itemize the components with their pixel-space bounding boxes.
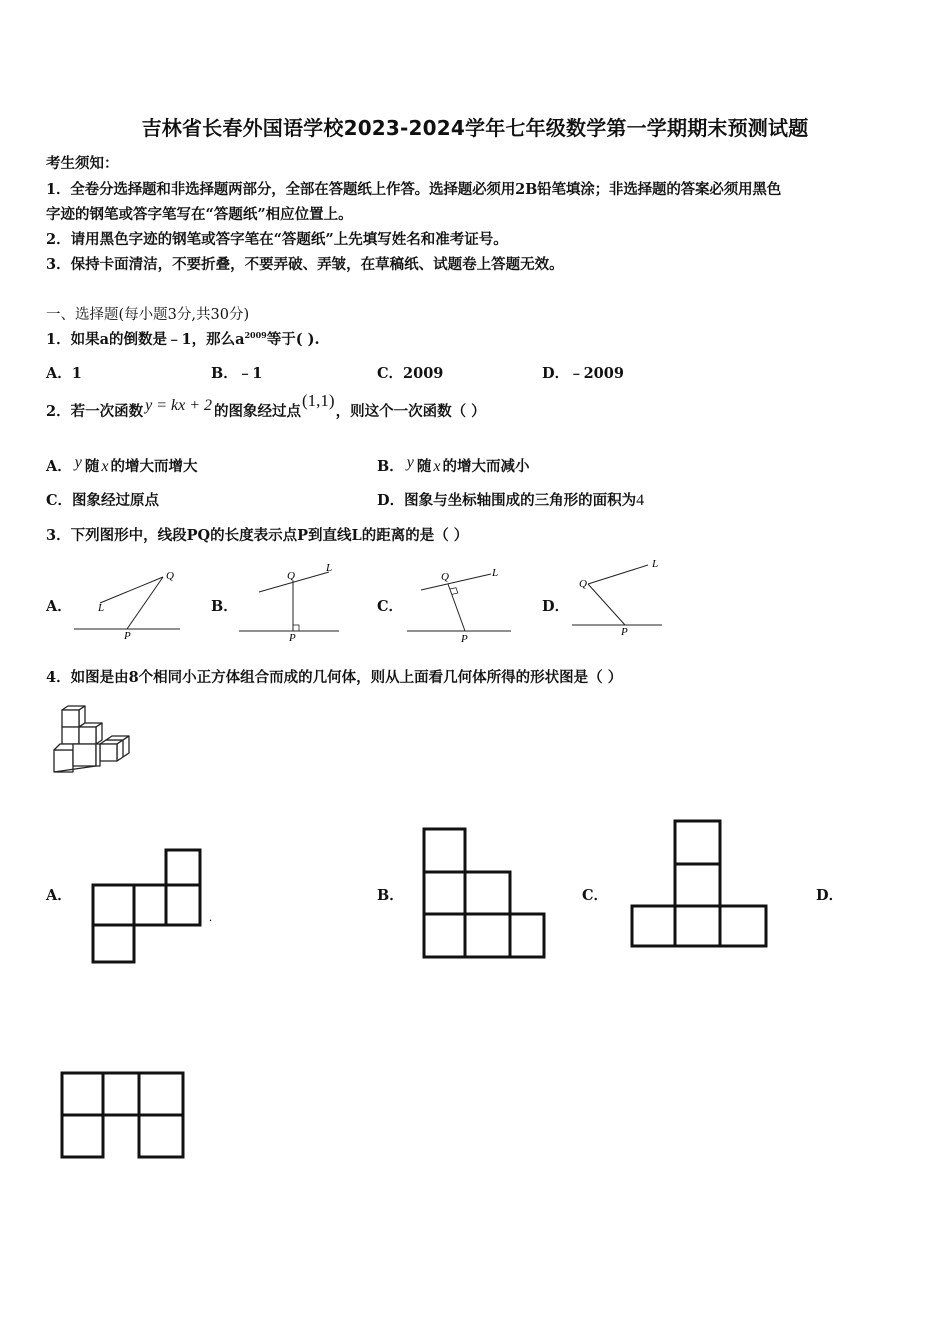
segment-pq <box>448 584 465 631</box>
section-heading: 一、选择题(每小题3分,共30分) <box>46 307 250 323</box>
q3-option-d[interactable]: D． <box>542 598 570 615</box>
q2-d-text: D．图象与坐标轴围成的三角形的面积为 <box>377 492 637 509</box>
q4-solid-figure <box>50 704 135 779</box>
notice-heading: 考生须知： <box>46 155 119 172</box>
question-4-stem: 4．如图是由8个相同小正方体组合而成的几何体，则从上面看几何体所得的形状图是（ ） <box>46 669 623 686</box>
q4-shape-d <box>59 1070 189 1162</box>
label-p: P <box>621 626 628 638</box>
question-1-stem <box>46 328 320 349</box>
q4-shape-c <box>629 818 771 952</box>
segment-pq <box>588 584 625 625</box>
q2-a-prefix: A． <box>46 458 72 475</box>
q4-option-d[interactable]: D． <box>816 887 844 904</box>
q3-figure-d <box>568 556 673 641</box>
label-p: P <box>461 633 468 645</box>
q2-a-mid: 随 <box>84 458 100 475</box>
notice-line-3: 3．保持卡面清洁，不要折叠，不要弄破、弄皱，在草稿纸、试题卷上答题无效。 <box>46 256 564 273</box>
notice-line-2: 2．请用黑色字迹的钢笔或答字笔在“答题纸”上先填写姓名和准考证号。 <box>46 231 508 248</box>
q4-option-a[interactable]: A． <box>46 887 72 904</box>
right-angle-mark <box>293 625 299 631</box>
label-q: Q <box>441 571 449 583</box>
line-l <box>588 565 648 584</box>
q4-option-b[interactable]: B． <box>377 887 404 904</box>
q3-figure-b <box>235 560 350 645</box>
label-q: Q <box>579 578 587 590</box>
q4-shape-a <box>90 847 220 967</box>
q2-d-number: 4 <box>636 492 645 509</box>
q3-figure-a <box>70 565 185 645</box>
q4-option-c[interactable]: C． <box>582 887 609 904</box>
q2-function: y = kx + 2 <box>145 397 212 414</box>
q1-stem-b: 等于( ). <box>266 331 320 348</box>
q3-option-b[interactable]: B． <box>211 598 238 615</box>
q2-a-var-y: y <box>74 454 82 471</box>
label-q: Q <box>166 570 174 582</box>
q2-b-prefix: B． <box>377 458 404 475</box>
q2-option-b[interactable] <box>377 455 529 476</box>
label-l: L <box>98 602 105 614</box>
q1-stem-a: 1．如果a的倒数是﹣1，那么a <box>46 331 245 348</box>
q1-option-b[interactable]: B．﹣1 <box>211 365 263 382</box>
q3-figure-c <box>403 562 518 647</box>
label-p: P <box>124 630 131 642</box>
q2-stem-c: ，则这个一次函数（ ） <box>335 403 486 420</box>
q2-b-mid: 随 <box>416 458 432 475</box>
label-p: P <box>289 632 296 644</box>
notice-line-1: 1．全卷分选择题和非选择题两部分，全部在答题纸上作答。选择题必须用2B铅笔填涂；非选择题的答案必须用黑色 <box>46 181 782 198</box>
q2-stem-a: 2．若一次函数 <box>46 403 144 420</box>
q2-option-a[interactable] <box>46 455 197 476</box>
q4-shape-b <box>421 826 549 962</box>
question-2-stem <box>46 391 486 421</box>
q2-stem-b: 的图象经过点 <box>214 403 301 420</box>
q2-option-c[interactable]: C．图象经过原点 <box>46 492 160 509</box>
q2-a-var-x: x <box>101 458 109 475</box>
page-title: 吉林省长春外国语学校2023-2024学年七年级数学第一学期期末预测试题 <box>141 116 809 140</box>
q3-option-c[interactable]: C． <box>377 598 404 615</box>
question-3-stem: 3．下列图形中，线段PQ的长度表示点P到直线L的距离的是（ ） <box>46 527 469 544</box>
q2-point: (1,1) <box>302 391 335 410</box>
notice-line-1b: 字迹的钢笔或答字笔写在“答题纸”相应位置上。 <box>46 206 353 223</box>
q2-option-d[interactable] <box>377 489 644 510</box>
q1-option-d[interactable]: D．﹣2009 <box>542 365 624 382</box>
q1-option-c[interactable]: C．2009 <box>377 365 444 382</box>
label-l: L <box>652 558 659 570</box>
q2-b-var-x: x <box>433 458 441 475</box>
label-l: L <box>492 567 499 579</box>
q2-b-post: 的增大而减小 <box>442 458 530 475</box>
label-l: L <box>326 562 333 574</box>
q3-option-a[interactable]: A． <box>46 598 72 615</box>
trailing-dot: . <box>209 910 212 924</box>
q1-exponent: 2009 <box>244 330 267 341</box>
label-q: Q <box>287 570 295 582</box>
q2-b-var-y: y <box>406 454 414 471</box>
q1-option-a[interactable]: A．1 <box>46 365 82 382</box>
q2-a-post: 的增大而增大 <box>110 458 198 475</box>
